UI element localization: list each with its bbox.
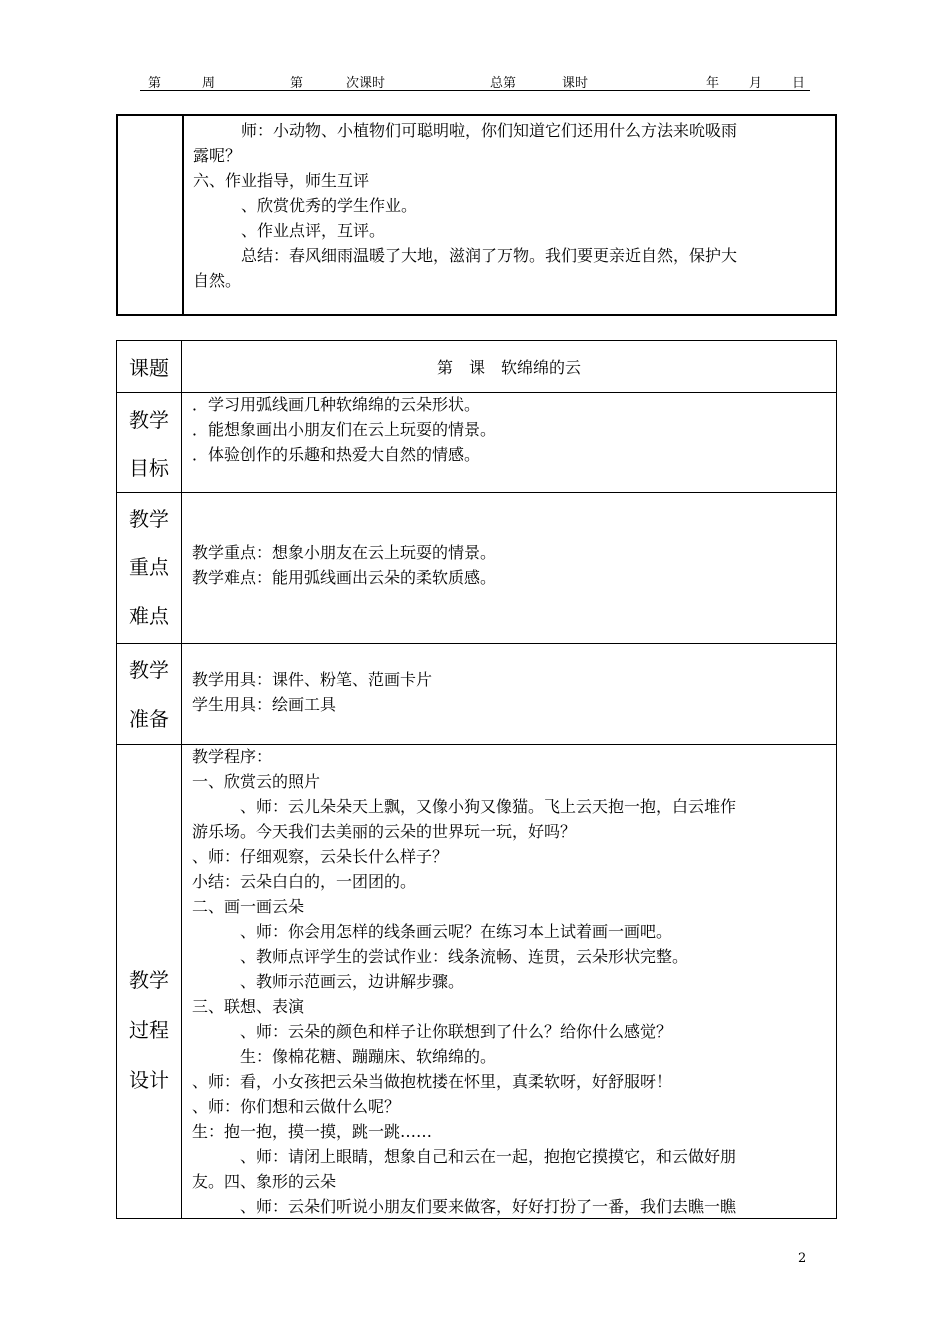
- process-line: 三、联想、表演: [192, 997, 305, 1016]
- process-line: 、教师示范画云，边讲解步骤。: [192, 972, 465, 991]
- process-line: 、师：你会用怎样的线条画云呢？在练习本上试着画一画吧。: [192, 922, 673, 941]
- lesson-title: 第 课 软绵绵的云: [436, 358, 581, 377]
- title-label: 课题: [129, 356, 169, 380]
- header-month: 月: [749, 76, 763, 91]
- text-line: 、作业点评，互评。: [193, 221, 386, 240]
- goals-list: [192, 392, 826, 467]
- process-label-2: 过程: [129, 1018, 169, 1042]
- key-points-content: [192, 540, 826, 590]
- header-lesson-ci: 次课时: [346, 76, 386, 91]
- key-label-3: 难点: [129, 604, 169, 628]
- header-week-zhou: 周: [202, 76, 216, 91]
- text-line: 师：小动物、小植物们可聪明啦，你们知道它们还用什么方法来吮吸雨: [193, 121, 738, 140]
- header-total-ks: 课时: [562, 76, 589, 91]
- process-line: 友。四、象形的云朵: [192, 1172, 337, 1191]
- lesson-plan-table: [116, 340, 837, 1219]
- goals-label-1: 教学: [129, 408, 169, 432]
- process-label-3: 设计: [129, 1068, 169, 1092]
- prep-label-2: 准备: [129, 707, 169, 731]
- process-line: 、师：仔细观察，云朵长什么样子？: [192, 847, 449, 866]
- header-day: 日: [792, 76, 806, 91]
- goal-item: ．学习用弧线画几种软绵绵的云朵形状。: [192, 395, 481, 414]
- difficulty-point: 教学难点：能用弧线画出云朵的柔软质感。: [192, 568, 497, 587]
- key-point: 教学重点：想象小朋友在云上玩耍的情景。: [192, 543, 497, 562]
- prep-teacher: 教学用具：课件、粉笔、范画卡片: [192, 670, 433, 689]
- header-lesson-di: 第: [290, 76, 304, 91]
- process-line: 、师：看，小女孩把云朵当做抱枕搂在怀里，真柔软呀，好舒服呀！: [192, 1072, 673, 1091]
- process-line: 、师：云朵的颜色和样子让你联想到了什么？给你什么感觉？: [192, 1022, 673, 1041]
- process-line: 生：抱一抱，摸一摸，跳一跳……: [192, 1122, 433, 1141]
- goal-item: ．体验创作的乐趣和热爱大自然的情感。: [192, 445, 481, 464]
- process-label-1: 教学: [129, 968, 169, 992]
- column-divider: [182, 116, 184, 314]
- goal-item: ．能想象画出小朋友们在云上玩耍的情景。: [192, 420, 497, 439]
- header-total-di: 总第: [490, 76, 517, 91]
- key-label-1: 教学: [129, 507, 169, 531]
- goals-label-2: 目标: [129, 456, 169, 480]
- previous-lesson-content: [193, 118, 825, 293]
- process-content: [192, 744, 826, 1219]
- title-row: [117, 341, 836, 393]
- goals-row: [117, 392, 836, 493]
- process-line: 小结：云朵白白的，一团团的。: [192, 872, 417, 891]
- header-week-di: 第: [148, 76, 162, 91]
- prep-student: 学生用具：绘画工具: [192, 695, 337, 714]
- preparation-row: [117, 643, 836, 745]
- process-line: 、师：云朵们听说小朋友们要来做客，好好打扮了一番，我们去瞧一瞧: [192, 1197, 737, 1216]
- key-points-row: [117, 492, 836, 644]
- text-line: 露呢？: [193, 146, 242, 165]
- process-line: 生：像棉花糖、蹦蹦床、软绵绵的。: [192, 1047, 497, 1066]
- text-line: 自然。: [193, 271, 242, 290]
- process-line: 教学程序：: [192, 747, 273, 766]
- text-line: 总结：春风细雨温暖了大地，滋润了万物。我们要更亲近自然，保护大: [193, 246, 738, 265]
- page-header: [140, 70, 810, 91]
- text-line: 、欣赏优秀的学生作业。: [193, 196, 418, 215]
- prep-label-1: 教学: [129, 658, 169, 682]
- preparation-content: [192, 667, 826, 717]
- process-line: 游乐场。今天我们去美丽的云朵的世界玩一玩，好吗？: [192, 822, 577, 841]
- key-label-2: 重点: [129, 555, 169, 579]
- header-year: 年: [706, 76, 720, 91]
- process-line: 、教师点评学生的尝试作业：线条流畅、连贯，云朵形状完整。: [192, 947, 689, 966]
- text-line: 六、作业指导，师生互评: [193, 171, 370, 190]
- previous-lesson-table: [116, 114, 837, 316]
- process-row: [117, 744, 836, 1218]
- page-number: 2: [798, 1251, 807, 1266]
- process-line: 、师：云儿朵朵天上飘，又像小狗又像猫。飞上云天抱一抱，白云堆作: [192, 797, 737, 816]
- process-line: 二、画一画云朵: [192, 897, 305, 916]
- process-line: 、师：你们想和云做什么呢？: [192, 1097, 401, 1116]
- process-line: 、师：请闭上眼睛，想象自己和云在一起，抱抱它摸摸它，和云做好朋: [192, 1147, 737, 1166]
- process-line: 一、欣赏云的照片: [192, 772, 321, 791]
